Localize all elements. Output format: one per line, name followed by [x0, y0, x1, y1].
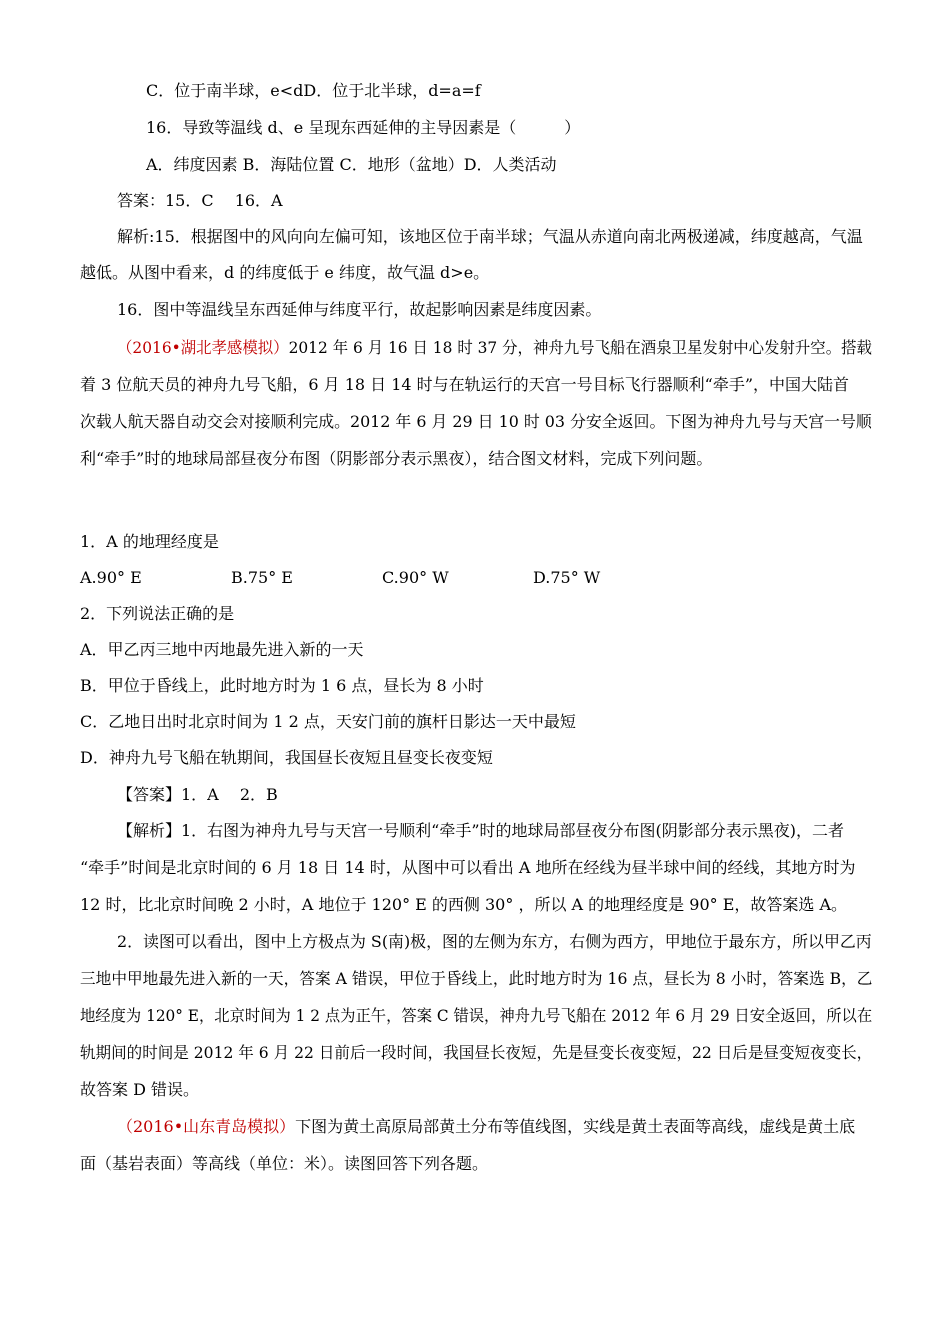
analysis-12-line2: “牵手”时间是北京时间的 6 月 18 日 14 时，从图中可以看出 A 地所在经线为昼半球中间的经线，其地方时为 — [80, 858, 856, 877]
analysis-1516-line2: 越低。从图中看来，d 的纬度低于 e 纬度，故气温 d>e。 — [80, 263, 490, 282]
q1-stem: 1．A 的地理经度是 — [80, 532, 219, 551]
q2-option-d: D．神舟九号飞船在轨期间，我国昼长夜短且昼变长夜变短 — [80, 748, 493, 767]
q2-option-a: A．甲乙丙三地中丙地最先进入新的一天 — [80, 640, 364, 659]
analysis-12-line5: 三地中甲地最先进入新的一天，答案 A 错误，甲位于昏线上，此时地方时为 16 点，昼长为 8 小时，答案选 B，乙 — [80, 969, 873, 988]
analysis-12-line6: 地经度为 120° E，北京时间为 1 2 点为正午，答案 C 错误，神舟九号飞船在 2012 年 6 月 29 日安全返回，所以在 — [80, 1006, 873, 1025]
analysis-12-line3: 12 时，比北京时间晚 2 小时，A 地位于 120° E 的西侧 30° ，所以 A 的地理经度是 90° E，故答案选 A。 — [80, 895, 848, 914]
q1-option-c: C.90° W — [382, 568, 449, 587]
q2-stem: 2．下列说法正确的是 — [80, 604, 235, 623]
q16-stem: 16．导致等温线 d、e 呈现东西延伸的主导因素是（ ） — [146, 118, 581, 137]
shandong-line1-text: 下图为黄土高原局部黄土分布等值线图，实线是黄土表面等高线，虚线是黄土底 — [295, 1117, 856, 1136]
hubei-paragraph-line1 — [117, 337, 872, 359]
shandong-paragraph-line1 — [117, 1116, 855, 1138]
hubei-paragraph-line4: 利“牵手”时的地球局部昼夜分布图（阴影部分表示黑夜），结合图文材料，完成下列问题。 — [80, 449, 713, 468]
analysis-12-line7: 轨期间的时间是 2012 年 6 月 22 日前后一段时间，我国昼长夜短，先是昼变长夜变短，22 日后是昼变短夜变长， — [80, 1043, 873, 1062]
q15-options-cd: C．位于南半球，e<dD．位于北半球，d=a=f — [146, 81, 481, 100]
hubei-paragraph-line2: 着 3 位航天员的神舟九号飞船，6 月 18 日 14 时与在轨运行的天宫一号目标飞行器顺利“牵手”，中国大陆首 — [80, 375, 850, 394]
hubei-line1-text: 2012 年 6 月 16 日 18 时 37 分，神舟九号飞船在酒泉卫星发射中心发射升空。搭载 — [288, 338, 872, 357]
q2-option-b: B．甲位于昏线上，此时地方时为 1 6 点，昼长为 8 小时 — [80, 676, 484, 695]
analysis-12-line1: 【解析】1．右图为神舟九号与天宫一号顺利“牵手”时的地球局部昼夜分布图(阴影部分表示黑夜)，二者 — [117, 821, 845, 840]
shandong-source-tag: （2016•山东青岛模拟） — [117, 1117, 296, 1136]
q1-option-d: D.75° W — [533, 568, 601, 587]
q1-option-a: A.90° E — [80, 568, 142, 587]
hubei-source-tag: （2016•湖北孝感模拟） — [117, 338, 289, 357]
shandong-paragraph-line2: 面（基岩表面）等高线（单位：米）。读图回答下列各题。 — [80, 1154, 489, 1173]
q2-option-c: C．乙地日出时北京时间为 1 2 点，天安门前的旗杆日影达一天中最短 — [80, 712, 576, 731]
answer-1-2: 【答案】1．A 2．B — [117, 785, 278, 804]
analysis-12-line8: 故答案 D 错误。 — [80, 1080, 200, 1099]
answer-15-16: 答案：15．C 16．A — [117, 191, 283, 210]
analysis-1516-line1: 解析:15．根据图中的风向向左偏可知，该地区位于南半球；气温从赤道向南北两极递减，纬度越高，气温 — [117, 227, 863, 246]
q16-options: A．纬度因素 B．海陆位置 C．地形（盆地）D．人类活动 — [146, 155, 557, 174]
q1-option-b: B.75° E — [231, 568, 293, 587]
analysis-1516-line3: 16．图中等温线呈东西延伸与纬度平行，故起影响因素是纬度因素。 — [117, 300, 602, 319]
analysis-12-line4: 2．读图可以看出，图中上方极点为 S(南)极，图的左侧为东方，右侧为西方，甲地位于最东方，所以甲乙丙 — [117, 932, 872, 951]
hubei-paragraph-line3: 次载人航天器自动交会对接顺利完成。2012 年 6 月 29 日 10 时 03 分安全返回。下图为神舟九号与天宫一号顺 — [80, 412, 872, 431]
